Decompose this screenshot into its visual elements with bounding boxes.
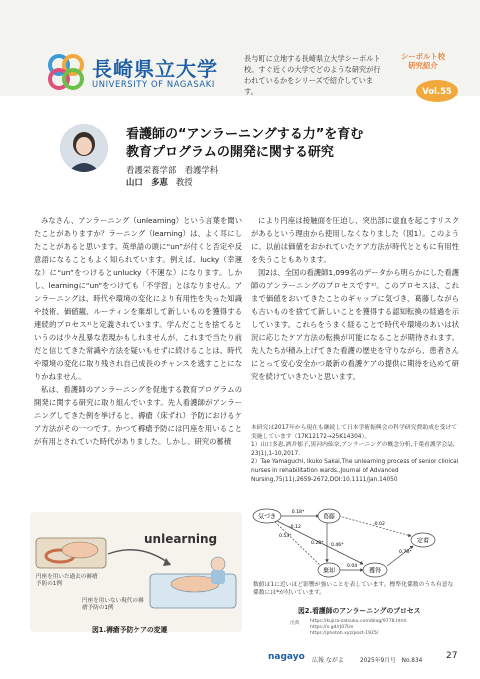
source-list — [310, 619, 406, 637]
source-url[interactable]: https://kujira-zatsuku.com/blog/9778.html — [310, 619, 407, 624]
old-patient-icon — [62, 542, 98, 558]
article-title-line2: 教育プログラムの開発に関する研究 — [126, 145, 334, 160]
coef-conflict-settle: -0.02 — [373, 522, 385, 527]
nurse-icon — [211, 557, 225, 571]
article-title-line1: 看護師の“アンラーニングする力”を育む — [126, 127, 364, 142]
footer-issue: 2025年9月号 No.834 — [360, 658, 423, 664]
series-label-line2: 研究紹介 — [408, 61, 438, 70]
body-paragraph: 私は、看護師のアンラーニングを促進する教育プログラムの開発に関する研究に取り組んでいます。先人看護師がアンラーニングしてきた例を挙げると、褥瘡（床ずれ）予防におけるケア方法がその一つです。かつて褥瘡予防には円座を用いることが有用とされていた時代がありました。しかし、研究の蓄積 — [34, 385, 242, 446]
figure1-illustration — [30, 512, 242, 632]
node-awareness-label: 気づき — [257, 513, 277, 521]
series-label — [392, 52, 454, 70]
new-care-label: 円座を用いない現代の褥瘡予防の1例 — [82, 598, 144, 612]
coef-discard-acquire: 0.04 — [347, 564, 358, 569]
node-acquire-label: 獲得 — [368, 567, 382, 575]
figure2-caption: 図2.看護師のアンラーニングのプロセス — [298, 607, 421, 615]
transition-arrow-icon — [108, 550, 170, 564]
footer-publication: 広報 ながよ — [312, 657, 344, 664]
body-paragraph: により円座は接触面を圧迫し、突出部に虚血を起こすリスクがあるという理由から使用しなくなりました（図1）。このように、以前は価値をおかれていたケア方法が時代とともに有用性を失うこともあります。 — [251, 216, 459, 264]
node-conflict-label: 葛藤 — [322, 513, 336, 521]
author-rank: 教授 — [175, 177, 193, 187]
university-logo-icon — [46, 52, 86, 92]
body-paragraph: みなさん、アンラーニング（unlearning）という言葉を聞いたことがありますか？ラーニング（learning）は、よく耳にしたことがあると思います。英単語の頭に“un”が付くと否定や反意語になることもよく知られています。例えば、lucky（幸運な）に“un”をつけるとunlucky（不運な）になります。しかし、learningに“un”をつけても「不学習」とはなりません。アンラーニングは、時代や環境の変化により有用性を失った知識や技術、価値観、ルーティンを棄却して新しいものを獲得する連続的プロセス¹⁾と定義されています。学んだことを捨てるというのは少々乱暴な表現かもしれませんが、これまで当たり前だと信じてきた常識や方法を疑いもせずに続けることは、時代や環境の変化に取り残され自己成長のチャンスを逃すことになりかねません。 — [34, 216, 242, 381]
author-department: 看護栄養学部 看護学科 — [126, 165, 219, 175]
coef-acquire-settle: 0.78* — [399, 550, 412, 555]
figure1-caption: 図1.褥瘡予防ケアの変遷 — [92, 626, 168, 634]
nurse-uniform-icon — [211, 570, 225, 584]
author-line — [126, 176, 193, 188]
reference-item: 1）山口多恵,酒井郁子,黒河内仙奈,アンラーニングの概念分析,千葉看護学会誌, 23(1),1-10,2017. — [251, 442, 455, 457]
source-label: 出典 — [290, 621, 300, 626]
page-number: 27 — [446, 651, 458, 661]
figure1-drawing — [30, 512, 242, 632]
university-name: 長崎県立大学 — [92, 57, 218, 81]
figure2-note: 数値は1に近いほど影響が強いことを表しています。標準化係数のうち有意な係数には*が付いています。 — [253, 582, 454, 596]
coef-conflict-discard: 0.46* — [331, 543, 344, 548]
coef-awareness-acquire: 0.28* — [311, 541, 324, 546]
unlearning-label: unlearning — [144, 532, 218, 546]
arrow-head-icon — [163, 558, 171, 566]
figure2-diagram — [251, 506, 463, 586]
node-settle-label: 定着 — [416, 537, 430, 545]
coef-awareness-conflict: 0.18* — [291, 510, 305, 515]
source-url[interactable]: https://photoh.xyz/post-1925/ — [310, 631, 379, 636]
article-title — [126, 126, 363, 162]
series-intro: 長与町に立地する長崎県立大学シーボルト校。すぐ近くの大学でどのような研究が行われているかをシリーズで紹介しています。 — [244, 54, 381, 96]
body-paragraph: 図2は、全国の看護師1,099名のデータから明らかにした看護師のアンラーニングのプロセスです²⁾。このプロセスは、これまで価値をおいてきたことのギャップに気づき、葛藤しながらも古いものを捨てて新しいことを獲得する認知転換の経過を示しています。これらをうまく経ることで時代や環境のあいは状況に応じたケア方法の転換が可能になることが期待されます。先人たちが積み上げてきた看護の歴史を守りながら、患者さんにとって安心安全かつ最新の看護ケアの提供に期待を込めて研究を続けていきたいと思います。 — [251, 268, 459, 381]
coef-awareness-discard-b: 0.53* — [279, 534, 292, 539]
references — [251, 424, 459, 484]
body-column-right — [251, 214, 459, 383]
source-url[interactable]: https://x.gd/rJ07Ue — [310, 625, 354, 630]
reference-item: 2）Tae Yamaguchi, Ikuko Sakai,The unlearning process of senior clinical nurses in rehabilitation wards.,Journal of Advanced Nursing,75(11),2659-2672,DOI:10.1111/jan.14050 — [251, 459, 459, 483]
author-name: 山口 多恵 — [126, 177, 168, 187]
coef-awareness-discard-a: -0.12 — [289, 525, 301, 530]
body-column-left — [34, 214, 242, 448]
old-care-label: 円座を用いた過去の褥瘡予防の1例 — [36, 574, 98, 588]
volume-badge: Vol.55 — [416, 80, 458, 102]
funding-note: 本研究は2017年から現在も継続して日本学術振興会の科学研究費助成を受けて実施しています（17K12172→25K14304）。 — [251, 425, 458, 440]
university-name-en: UNIVERSITY OF NAGASAKI — [92, 79, 215, 89]
author-photo — [60, 124, 108, 172]
footer-brand-logo: nagayo — [268, 652, 305, 662]
node-discard-label: 棄却 — [322, 567, 336, 575]
process-diagram — [251, 506, 463, 586]
series-label-line1: シーボルト校 — [400, 52, 446, 61]
edge-acquire-settle — [387, 546, 413, 566]
